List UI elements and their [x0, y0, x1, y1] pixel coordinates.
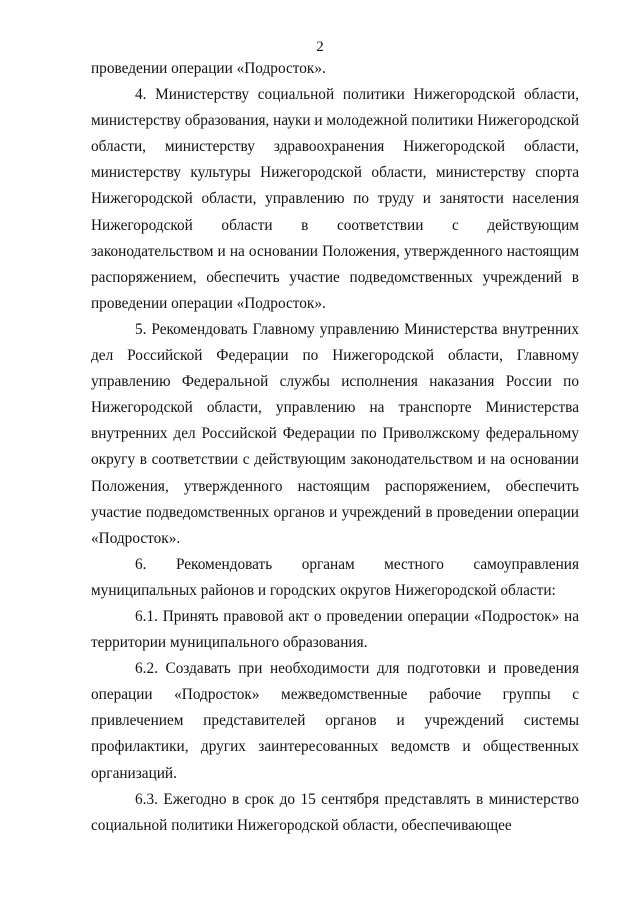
paragraph-continuation: проведении операции «Подросток». — [91, 60, 326, 77]
page-number: 2 — [316, 39, 324, 55]
paragraph-item-6-2: 6.2. Создавать при необходимости для подготовки и проведения операции «Подросток» межведомственные рабочие группы с привлечением представителей органов и учреждений системы профилактики, других заинтересованных ведомств и общественных организаций. — [91, 660, 579, 782]
document-body — [91, 56, 579, 839]
paragraph-item-6: 6. Рекомендовать органам местного самоуправления муниципальных районов и городских округов Нижегородской области: — [91, 555, 579, 599]
paragraph-item-6-3: 6.3. Ежегодно в срок до 15 сентября представлять в министерство социальной политики Нижегородской области, обеспечивающее — [91, 790, 579, 834]
paragraph-item-6-1: 6.1. Принять правовой акт о проведении операции «Подросток» на территории муниципального образования. — [91, 607, 579, 652]
paragraph-item-4: 4. Министерству социальной политики Нижегородской области, министерству образования, науки и молодежной политики Нижегородской области, министерству здравоохранения Нижегородской области, министерству культуры Нижегородской области, министерству спорта Нижегородской области, управлению по труду и занятости населения Нижегородской области в соответствии с действующим законодательством и на основании Положения, утвержденного настоящим распоряжением, обеспечить участие подведомственных учреждений в проведении операции «Подросток». — [91, 86, 580, 312]
paragraph-item-5: 5. Рекомендовать Главному управлению Министерства внутренних дел Российской Федерации по Нижегородской области, Главному управлению Федеральной службы исполнения наказания России по Нижегородской области, управлению на транспорте Министерства внутренних дел Российской Федерации по Приволжскому федеральному округу в соответствии с действующим законодательством и на основании Положения, утвержденного настоящим распоряжением, обеспечить участие подведомственных органов и учреждений в проведении операции «Подросток». — [91, 320, 579, 547]
